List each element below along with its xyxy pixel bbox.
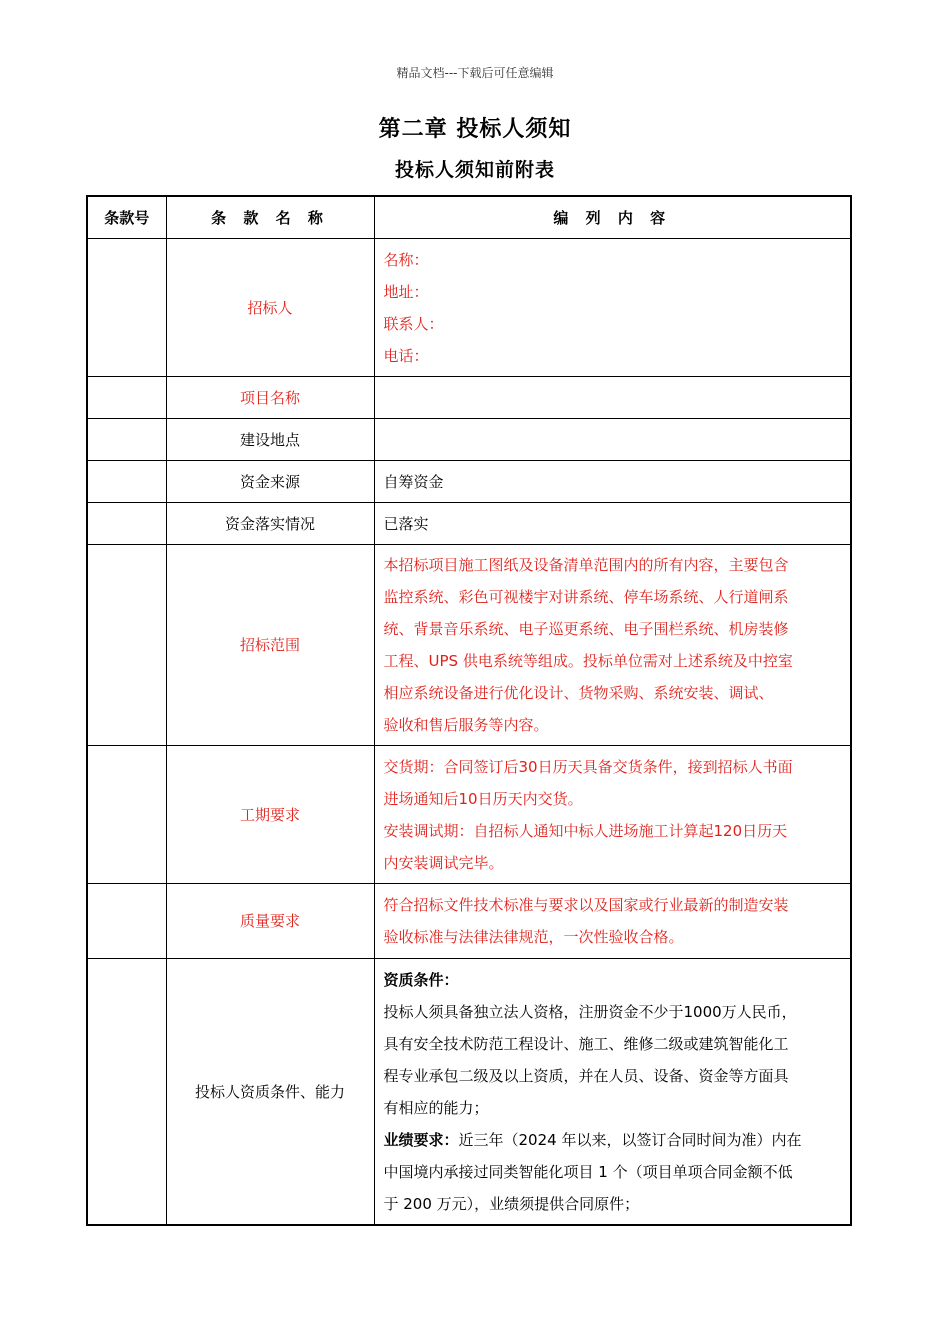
performance-heading: 业绩要求： (383, 1130, 459, 1149)
content-line: 验收标准与法律法律规范，一次性验收合格。 (383, 928, 684, 946)
content-line: 地址： (383, 282, 429, 301)
table-row (87, 239, 851, 377)
content-cell: 已落实 (374, 503, 851, 545)
content-line: 中国境内承接过同类智能化项目 1 个（项目单项合同金额不低 (383, 1162, 793, 1181)
front-attached-table (86, 195, 852, 1226)
content-line: 监控系统、彩色可视楼宇对讲系统、停车场系统、人行道闸系 (383, 588, 789, 606)
content-line: 工程、UPS 供电系统等组成。投标单位需对上述系统及中控室 (383, 652, 793, 670)
watermark-text: 精品文档---下载后可任意编辑 (396, 66, 554, 80)
clause-no-cell (87, 377, 166, 419)
clause-name-cell: 资金落实情况 (166, 503, 374, 545)
table-title: 投标人须知前附表 (394, 159, 555, 181)
clause-no-cell (87, 746, 166, 884)
clause-name-cell: 质量要求 (166, 884, 374, 959)
content-line: 进场通知后10日历天内交货。 (383, 789, 583, 808)
content-line: 统、背景音乐系统、电子巡更系统、电子围栏系统、机房装修 (383, 620, 789, 638)
clause-no-cell (87, 959, 166, 1226)
content-line: 本招标项目施工图纸及设备清单范围内的所有内容，主要包含 (383, 556, 789, 574)
content-line: 联系人： (383, 314, 444, 333)
table-row (87, 419, 851, 461)
column-header-content: 编 列 内 容 (374, 196, 851, 239)
content-cell (374, 884, 851, 959)
table-row (87, 884, 851, 959)
clause-no-cell (87, 545, 166, 746)
column-header-clause-no: 条款号 (87, 196, 166, 239)
content-line: 程专业承包二级及以上资质，并在人员、设备、资金等方面具 (383, 1066, 789, 1085)
content-line: 相应系统设备进行优化设计、货物采购、系统安装、调试、 (383, 684, 774, 702)
content-line: 验收和售后服务等内容。 (383, 716, 549, 734)
content-cell (374, 746, 851, 884)
content-line: 名称： (383, 250, 429, 269)
content-line: 交货期：合同签订后30日历天具备交货条件，接到招标人书面 (383, 757, 793, 776)
table-row (87, 503, 851, 545)
content-line: 投标人须具备独立法人资格，注册资金不少于1000万人民币， (383, 1002, 797, 1021)
clause-name-cell: 招标范围 (166, 545, 374, 746)
performance-line (384, 1124, 843, 1156)
content-line: 电话： (383, 346, 429, 365)
content-cell (374, 545, 851, 746)
table-header-row (87, 196, 851, 239)
table-row (87, 959, 851, 1226)
content-cell (374, 377, 851, 419)
clause-no-cell (87, 419, 166, 461)
clause-name-cell: 资金来源 (166, 461, 374, 503)
table-row (87, 461, 851, 503)
content-cell (374, 419, 851, 461)
content-line: 有相应的能力； (383, 1098, 489, 1117)
clause-name-cell: 招标人 (166, 239, 374, 377)
clause-name-cell: 投标人资质条件、能力 (166, 959, 374, 1226)
content-cell (374, 959, 851, 1226)
chapter-title: 第二章 投标人须知 (378, 117, 572, 142)
content-line: 安装调试期：自招标人通知中标人进场施工计算起120日历天 (383, 821, 788, 840)
content-line: 于 200 万元），业绩须提供合同原件； (383, 1194, 640, 1213)
content-cell (374, 239, 851, 377)
content-cell: 自筹资金 (374, 461, 851, 503)
clause-name-cell: 工期要求 (166, 746, 374, 884)
clause-name-cell: 建设地点 (166, 419, 374, 461)
qualification-heading: 资质条件： (383, 970, 459, 989)
content-line: 符合招标文件技术标准与要求以及国家或行业最新的制造安装 (383, 896, 789, 914)
clause-name-cell: 项目名称 (166, 377, 374, 419)
table-row (87, 746, 851, 884)
performance-text: 近三年（2024 年以来，以签订合同时间为准）内在 (458, 1130, 802, 1149)
clause-no-cell (87, 884, 166, 959)
clause-no-cell (87, 461, 166, 503)
clause-no-cell (87, 503, 166, 545)
content-line: 内安装调试完毕。 (383, 853, 504, 872)
column-header-clause-name: 条 款 名 称 (166, 196, 374, 239)
table-row (87, 545, 851, 746)
clause-no-cell (87, 239, 166, 377)
table-row (87, 377, 851, 419)
content-line: 具有安全技术防范工程设计、施工、维修二级或建筑智能化工 (383, 1034, 789, 1053)
